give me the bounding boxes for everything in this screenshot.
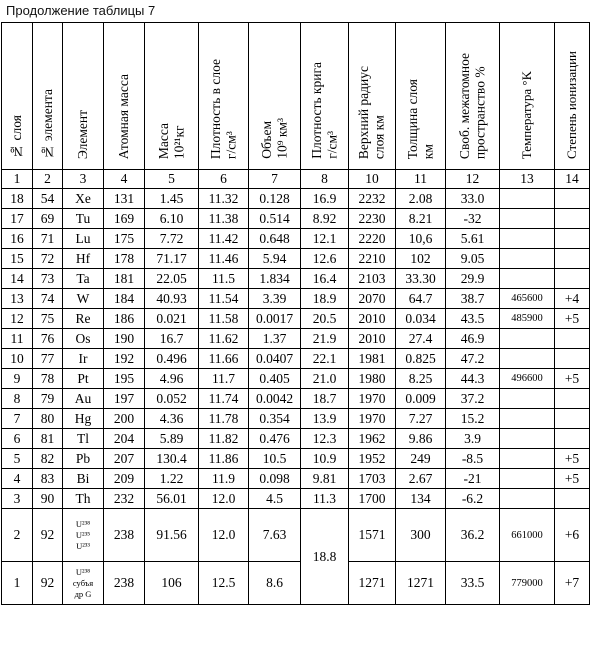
table-cell: 33.5	[446, 562, 500, 605]
table-cell	[555, 269, 590, 289]
table-cell: Ir	[63, 349, 104, 369]
table-cell: 1.834	[249, 269, 301, 289]
table-cell: 11.66	[199, 349, 249, 369]
table-cell: 134	[396, 489, 446, 509]
table-cell: 11.46	[199, 249, 249, 269]
table-row	[2, 189, 590, 209]
table-cell: +4	[555, 289, 590, 309]
table-cell	[555, 249, 590, 269]
table-cell: Pb	[63, 449, 104, 469]
table-cell: 0.052	[145, 389, 199, 409]
table-row	[2, 409, 590, 429]
table-cell: 77	[33, 349, 63, 369]
table-cell: 72	[33, 249, 63, 269]
table-cell: 11.3	[301, 489, 349, 509]
column-header-label: Масса 10²¹кг	[155, 122, 187, 159]
table-cell: 178	[104, 249, 145, 269]
table-cell: 12.0	[199, 489, 249, 509]
table-cell: 2070	[349, 289, 396, 309]
table-cell: 1962	[349, 429, 396, 449]
table-cell: 16.9	[301, 189, 349, 209]
column-number-row	[2, 170, 590, 189]
column-number: 2	[33, 170, 63, 189]
table-cell: 200	[104, 409, 145, 429]
table-cell: 0.034	[396, 309, 446, 329]
table-row	[2, 369, 590, 389]
table-cell: Hf	[63, 249, 104, 269]
column-number: 8	[301, 170, 349, 189]
table-cell: 15.2	[446, 409, 500, 429]
table-cell: 2.08	[396, 189, 446, 209]
table-cell: 1571	[349, 509, 396, 562]
table-cell: 56.01	[145, 489, 199, 509]
table-cell: 54	[33, 189, 63, 209]
table-cell: 11.58	[199, 309, 249, 329]
table-cell: 238	[104, 509, 145, 562]
table-cell: 20.5	[301, 309, 349, 329]
column-header	[104, 23, 145, 170]
table-cell	[500, 409, 555, 429]
table-cell: 10.9	[301, 449, 349, 469]
table-cell: 2103	[349, 269, 396, 289]
table-cell: 6	[2, 429, 33, 449]
table-cell: 11.78	[199, 409, 249, 429]
table-cell: 186	[104, 309, 145, 329]
table-cell: 0.648	[249, 229, 301, 249]
column-number: 5	[145, 170, 199, 189]
table-cell: 7	[2, 409, 33, 429]
table-cell: 2220	[349, 229, 396, 249]
table-cell: 11	[2, 329, 33, 349]
table-cell: 11.5	[199, 269, 249, 289]
table-cell: 82	[33, 449, 63, 469]
table-cell: 496600	[500, 369, 555, 389]
column-header	[349, 23, 396, 170]
table-cell: 71.17	[145, 249, 199, 269]
table-cell: 27.4	[396, 329, 446, 349]
table-cell	[500, 269, 555, 289]
table-cell: 207	[104, 449, 145, 469]
table-cell: 71	[33, 229, 63, 249]
table-cell	[500, 489, 555, 509]
table-cell: Ta	[63, 269, 104, 289]
column-header	[555, 23, 590, 170]
table-cell: 10	[2, 349, 33, 369]
table-cell: 3.39	[249, 289, 301, 309]
table-cell	[555, 329, 590, 349]
column-number: 11	[396, 170, 446, 189]
table-cell: Re	[63, 309, 104, 329]
table-cell	[500, 209, 555, 229]
table-cell: 81	[33, 429, 63, 449]
table-cell: 1271	[349, 562, 396, 605]
table-cell: 779000	[500, 562, 555, 605]
table-cell: 11.32	[199, 189, 249, 209]
table-cell: 4	[2, 469, 33, 489]
table-cell: 7.72	[145, 229, 199, 249]
table-cell: 0.098	[249, 469, 301, 489]
table-row	[2, 489, 590, 509]
table-cell: 9.81	[301, 469, 349, 489]
table-row	[2, 469, 590, 489]
table-row	[2, 249, 590, 269]
table-cell: 69	[33, 209, 63, 229]
merged-krig-density-cell: 18.8	[301, 509, 349, 605]
table-cell: Th	[63, 489, 104, 509]
table-cell: Hg	[63, 409, 104, 429]
table-cell: 190	[104, 329, 145, 349]
table-cell: 0.0042	[249, 389, 301, 409]
table-cell: 21.9	[301, 329, 349, 349]
table-cell: 12.6	[301, 249, 349, 269]
table-cell: 37.2	[446, 389, 500, 409]
table-row	[2, 229, 590, 249]
table-cell	[500, 469, 555, 489]
header-row	[2, 23, 590, 170]
table-cell: 4.96	[145, 369, 199, 389]
table-cell	[555, 209, 590, 229]
table-cell: 0.496	[145, 349, 199, 369]
table-cell	[555, 409, 590, 429]
table-cell: 5	[2, 449, 33, 469]
table-cell: 8.21	[396, 209, 446, 229]
column-header	[396, 23, 446, 170]
table-cell: +5	[555, 309, 590, 329]
table-cell: 0.009	[396, 389, 446, 409]
table-cell: 43.5	[446, 309, 500, 329]
table-cell: 46.9	[446, 329, 500, 349]
table-cell: 12.5	[199, 562, 249, 605]
column-number: 12	[446, 170, 500, 189]
table-cell: Lu	[63, 229, 104, 249]
table-cell: 0.476	[249, 429, 301, 449]
table-cell	[500, 349, 555, 369]
table-cell: 2230	[349, 209, 396, 229]
table-cell: 11.7	[199, 369, 249, 389]
column-number: 1	[2, 170, 33, 189]
table-cell: 11.38	[199, 209, 249, 229]
column-number: 6	[199, 170, 249, 189]
table-cell: Bi	[63, 469, 104, 489]
table-cell: 5.94	[249, 249, 301, 269]
table-cell: 11.54	[199, 289, 249, 309]
table-cell: 485900	[500, 309, 555, 329]
table-cell: 9	[2, 369, 33, 389]
table-cell: 9.86	[396, 429, 446, 449]
table-cell: 12.1	[301, 229, 349, 249]
column-header-label: Плотность крига г/см³	[308, 62, 340, 159]
table-cell: 18	[2, 189, 33, 209]
table-cell: 3	[2, 489, 33, 509]
table-cell: 0.0407	[249, 349, 301, 369]
table-cell: 661000	[500, 509, 555, 562]
table-cell: 5.89	[145, 429, 199, 449]
table-cell	[500, 329, 555, 349]
table-cell: 0.825	[396, 349, 446, 369]
table-cell: +6	[555, 509, 590, 562]
table-cell: 1.45	[145, 189, 199, 209]
table-cell: 0.514	[249, 209, 301, 229]
table-cell: 232	[104, 489, 145, 509]
column-header	[199, 23, 249, 170]
table-cell: W	[63, 289, 104, 309]
column-number: 14	[555, 170, 590, 189]
table-cell: 76	[33, 329, 63, 349]
table-row	[2, 449, 590, 469]
table-cell: 16.4	[301, 269, 349, 289]
table-cell: 3.9	[446, 429, 500, 449]
table-cell: 0.405	[249, 369, 301, 389]
table-caption: Продолжение таблицы 7	[6, 3, 156, 18]
table-cell: 1.37	[249, 329, 301, 349]
table-cell: 195	[104, 369, 145, 389]
table-cell: 13.9	[301, 409, 349, 429]
table-cell: 18.7	[301, 389, 349, 409]
table-cell: Tl	[63, 429, 104, 449]
table-row	[2, 562, 590, 605]
table-cell	[555, 389, 590, 409]
table-cell: 4.36	[145, 409, 199, 429]
column-header	[446, 23, 500, 170]
table-cell: 1970	[349, 409, 396, 429]
table-cell: +5	[555, 369, 590, 389]
column-number: 13	[500, 170, 555, 189]
table-cell: 73	[33, 269, 63, 289]
table-cell: 0.021	[145, 309, 199, 329]
table-cell: 80	[33, 409, 63, 429]
table-cell: 21.0	[301, 369, 349, 389]
column-header	[145, 23, 199, 170]
table-cell: Tu	[63, 209, 104, 229]
column-header	[33, 23, 63, 170]
isotope-cell: U²³⁸ субъя др G	[63, 562, 104, 605]
table-cell: +5	[555, 449, 590, 469]
table-row	[2, 329, 590, 349]
table-cell: 131	[104, 189, 145, 209]
column-header-label: Верхний радиус слоя км	[356, 65, 387, 159]
table-cell: 300	[396, 509, 446, 562]
table-cell: 1980	[349, 369, 396, 389]
table-cell: 1.22	[145, 469, 199, 489]
table-cell: Au	[63, 389, 104, 409]
table-cell: 1271	[396, 562, 446, 605]
table-cell: -32	[446, 209, 500, 229]
table-cell: +5	[555, 469, 590, 489]
column-header-label: Элемент	[75, 109, 91, 159]
table-cell: 8.92	[301, 209, 349, 229]
table-cell: 15	[2, 249, 33, 269]
table-row	[2, 349, 590, 369]
table-cell: 209	[104, 469, 145, 489]
table-cell: -6.2	[446, 489, 500, 509]
column-number: 4	[104, 170, 145, 189]
table-cell	[500, 229, 555, 249]
table-cell	[555, 489, 590, 509]
table-cell: 7.27	[396, 409, 446, 429]
table-cell: Pt	[63, 369, 104, 389]
isotope-cell: U²³⁸ U²³⁵ U²³³	[63, 509, 104, 562]
table-cell: 40.93	[145, 289, 199, 309]
table-cell	[500, 249, 555, 269]
table-cell: 184	[104, 289, 145, 309]
column-number: 7	[249, 170, 301, 189]
table-cell: 2.67	[396, 469, 446, 489]
column-header	[500, 23, 555, 170]
table-cell: 175	[104, 229, 145, 249]
table-cell: 7.63	[249, 509, 301, 562]
table-row	[2, 269, 590, 289]
table-row	[2, 289, 590, 309]
table-cell: 16	[2, 229, 33, 249]
column-header-label: Толщина слоя км	[404, 78, 436, 159]
table-cell: 9.05	[446, 249, 500, 269]
table-cell: Xe	[63, 189, 104, 209]
table-row	[2, 389, 590, 409]
table-cell: 8	[2, 389, 33, 409]
table-cell: 44.3	[446, 369, 500, 389]
table-cell: 2210	[349, 249, 396, 269]
table-cell: 6.10	[145, 209, 199, 229]
table-cell: 16.7	[145, 329, 199, 349]
table-cell: 14	[2, 269, 33, 289]
table-row	[2, 509, 590, 562]
table-cell: 74	[33, 289, 63, 309]
table-cell: 5.61	[446, 229, 500, 249]
table-cell: 11.9	[199, 469, 249, 489]
table-cell: 12.0	[199, 509, 249, 562]
table-cell: 0.0017	[249, 309, 301, 329]
column-header	[2, 23, 33, 170]
table-cell: 12	[2, 309, 33, 329]
column-header-label: Плотность в слое г/см³	[207, 58, 239, 159]
column-header-label: Объем 10⁹ км³	[258, 118, 290, 159]
table-cell: 1	[2, 562, 33, 605]
column-number: 10	[349, 170, 396, 189]
table-cell: 2232	[349, 189, 396, 209]
table-cell: 38.7	[446, 289, 500, 309]
table-cell: 106	[145, 562, 199, 605]
column-header	[249, 23, 301, 170]
table-cell: 11.42	[199, 229, 249, 249]
table-cell: 197	[104, 389, 145, 409]
table-cell: 249	[396, 449, 446, 469]
column-header-label: Температура °K	[518, 70, 534, 159]
column-header	[301, 23, 349, 170]
column-header-label: № слоя	[9, 115, 25, 159]
column-header-label: Атомная масса	[116, 73, 132, 159]
table-cell: 4.5	[249, 489, 301, 509]
table-cell: -8.5	[446, 449, 500, 469]
table-cell: 0.128	[249, 189, 301, 209]
table-cell: 64.7	[396, 289, 446, 309]
table-cell: 75	[33, 309, 63, 329]
table-cell: 2	[2, 509, 33, 562]
table-cell: 1952	[349, 449, 396, 469]
table-cell: 17	[2, 209, 33, 229]
table-row	[2, 309, 590, 329]
table-cell	[500, 389, 555, 409]
table-cell: 11.86	[199, 449, 249, 469]
table-cell	[500, 429, 555, 449]
table-cell: 12.3	[301, 429, 349, 449]
table-row	[2, 429, 590, 449]
table-row	[2, 209, 590, 229]
table-cell: 192	[104, 349, 145, 369]
table-cell	[555, 429, 590, 449]
table-cell: 2010	[349, 329, 396, 349]
table-cell: 90	[33, 489, 63, 509]
table-cell: 130.4	[145, 449, 199, 469]
table-cell	[500, 449, 555, 469]
table-cell: 18.9	[301, 289, 349, 309]
table-cell: 10.5	[249, 449, 301, 469]
table-cell: 1970	[349, 389, 396, 409]
table-cell: 1703	[349, 469, 396, 489]
table-cell: 465600	[500, 289, 555, 309]
table-cell: 0.354	[249, 409, 301, 429]
table-cell: 1700	[349, 489, 396, 509]
column-number: 3	[63, 170, 104, 189]
column-header	[63, 23, 104, 170]
table-cell: 22.1	[301, 349, 349, 369]
table-cell: 33.0	[446, 189, 500, 209]
table-cell	[500, 189, 555, 209]
table-cell: 11.74	[199, 389, 249, 409]
table-cell: 92	[33, 562, 63, 605]
table-cell: 83	[33, 469, 63, 489]
table-cell: 102	[396, 249, 446, 269]
table-cell: Os	[63, 329, 104, 349]
table-cell: -21	[446, 469, 500, 489]
table-cell: 169	[104, 209, 145, 229]
table-cell: 8.6	[249, 562, 301, 605]
column-header-label: Степень ионизации	[563, 51, 579, 159]
table-cell: 36.2	[446, 509, 500, 562]
table-cell: 13	[2, 289, 33, 309]
table-cell: 181	[104, 269, 145, 289]
table-cell: 92	[33, 509, 63, 562]
table-cell: 10,6	[396, 229, 446, 249]
table-cell: 204	[104, 429, 145, 449]
column-header-label: № элемента	[39, 88, 55, 159]
column-header-label: Своб. межатомное пространство %	[456, 52, 488, 159]
table-cell: 22.05	[145, 269, 199, 289]
table-cell: 79	[33, 389, 63, 409]
table-cell: 33.30	[396, 269, 446, 289]
table-cell: 1981	[349, 349, 396, 369]
table-cell: 78	[33, 369, 63, 389]
table-cell: 11.62	[199, 329, 249, 349]
table-cell: 2010	[349, 309, 396, 329]
table-cell	[555, 229, 590, 249]
element-layers-table	[1, 22, 590, 605]
table-cell	[555, 349, 590, 369]
table-cell: 238	[104, 562, 145, 605]
table-cell	[555, 189, 590, 209]
table-cell: 8.25	[396, 369, 446, 389]
table-cell: 11.82	[199, 429, 249, 449]
table-cell: 91.56	[145, 509, 199, 562]
table-cell: 29.9	[446, 269, 500, 289]
table-cell: 47.2	[446, 349, 500, 369]
table-cell: +7	[555, 562, 590, 605]
